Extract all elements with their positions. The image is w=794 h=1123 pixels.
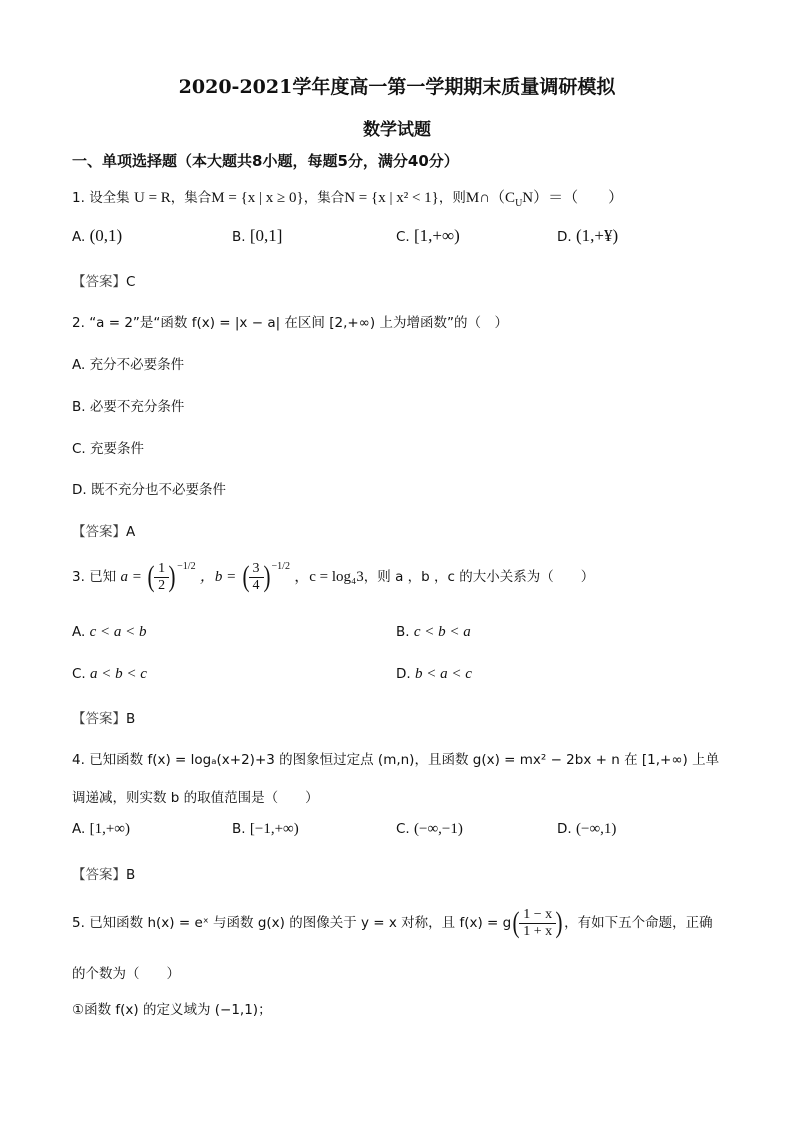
- math-expression: M = {x | x ≥ 0}: [211, 190, 304, 206]
- option-label: D.: [557, 229, 572, 245]
- question-text: “a = 2”是“函数 f(x) = |x − a| 在区间 [2,+∞) 上为增函数”的（ ）: [89, 315, 508, 331]
- option-label: A.: [72, 357, 86, 373]
- option-label: D.: [557, 821, 572, 837]
- option-label: D.: [396, 666, 411, 682]
- proposition-text: ①函数 f(x) 的定义域为 (−1,1)；: [72, 1002, 272, 1018]
- option-label: C.: [396, 229, 410, 245]
- option-label: A.: [72, 229, 86, 245]
- option-c: [72, 666, 147, 683]
- option-label: B.: [72, 399, 86, 415]
- question-2: [72, 311, 508, 331]
- answer-value: A: [126, 524, 136, 540]
- math-expression: ，c = log₄3: [294, 569, 364, 585]
- answer: [72, 270, 135, 290]
- option-value: c < b < a: [413, 624, 471, 640]
- option-value: [−1,+∞): [249, 821, 299, 837]
- math-expression: ，b =: [199, 569, 237, 585]
- question-text: 设全集: [89, 190, 130, 206]
- answer-value: B: [126, 867, 136, 883]
- option-value: c < a < b: [89, 624, 147, 640]
- question-3: 3. 已知 a = ( $\frac{1}{2}$ ) $^{-1/2}$ ，b = ( $\frac{3}{4}$ ) $^{-1/2}$ ，c = log₄3，则 a ，b ，c 的大小关系为（ ）: [72, 560, 595, 593]
- option-value: 充要条件: [90, 441, 145, 457]
- option-label: C.: [72, 441, 86, 457]
- option-value: (1,+¥): [575, 226, 619, 245]
- question-number: 3.: [72, 569, 85, 585]
- answer: [72, 863, 135, 883]
- answer-value: B: [126, 711, 136, 727]
- answer-label: 【答案】: [72, 274, 126, 290]
- question-text: 已知函数 f(x) = logₐ(x+2)+3 的图象恒过定点 (m,n)，且函数 g(x) = mx² − 2bx + n 在 [1,+∞) 上单: [89, 752, 720, 768]
- question-text: 已知函数 h(x) = eˣ 与函数 g(x) 的图像关于 y = x 对称，且 f(x) = g: [89, 915, 512, 931]
- option-value: (0,1): [89, 226, 123, 245]
- option-d: [72, 478, 226, 498]
- option-d: [557, 821, 616, 838]
- math-expression: M∩（C: [465, 190, 516, 206]
- question-4: [72, 748, 719, 768]
- option-a: [72, 353, 184, 373]
- option-value: [0,1]: [249, 226, 283, 245]
- option-value: (−∞,1): [575, 821, 617, 837]
- option-b: [396, 624, 471, 641]
- fraction: $\frac{3}{4}$: [251, 561, 262, 594]
- math-expression: N = {x | x² < 1}: [344, 190, 439, 206]
- question-text: 的个数为（ ）: [72, 966, 180, 982]
- option-label: C.: [396, 821, 410, 837]
- option-b: [232, 226, 282, 246]
- option-b: [72, 395, 184, 415]
- option-label: D.: [72, 482, 87, 498]
- page-subtitle: 数学试题: [363, 120, 431, 140]
- math-expression: N）＝（ ）: [522, 190, 624, 206]
- option-c: [72, 437, 144, 457]
- option-label: A.: [72, 624, 86, 640]
- proposition-1: [72, 998, 272, 1018]
- option-d: [557, 226, 618, 246]
- option-value: [1,+∞): [89, 821, 130, 837]
- option-value: 充分不必要条件: [89, 357, 185, 373]
- answer: [72, 520, 135, 540]
- option-value: 必要不充分条件: [89, 399, 185, 415]
- page-title: 2020-2021学年度高一第一学期期末质量调研模拟: [178, 76, 616, 98]
- math-subscript: U: [515, 198, 523, 209]
- option-label: B.: [396, 624, 410, 640]
- question-number: 4.: [72, 752, 85, 768]
- answer-label: 【答案】: [72, 867, 126, 883]
- option-value: (−∞,−1): [414, 821, 463, 837]
- option-value: 既不充分也不必要条件: [90, 482, 226, 498]
- question-1: [72, 186, 623, 209]
- option-a: [72, 226, 122, 246]
- option-label: B.: [232, 229, 246, 245]
- math-exponent: −1/2: [271, 561, 290, 572]
- option-value: a < b < c: [90, 666, 147, 682]
- fraction: $\frac{1 - x}{1 + x}$: [521, 907, 554, 940]
- option-a: [72, 821, 130, 838]
- question-text: ，则 a ，b ，c 的大小关系为（ ）: [363, 569, 595, 585]
- fraction: $\frac{1}{2}$: [156, 561, 167, 594]
- question-5-continued: [72, 962, 180, 982]
- answer: [72, 707, 135, 727]
- question-text: 调递减，则实数 b 的取值范围是（ ）: [72, 790, 319, 806]
- question-4-continued: [72, 786, 319, 806]
- option-label: A.: [72, 821, 86, 837]
- question-text: 已知: [89, 569, 117, 585]
- question-number: 2.: [72, 315, 85, 331]
- option-value: [1,+∞): [414, 226, 460, 245]
- option-c: [396, 821, 463, 838]
- option-a: [72, 624, 147, 641]
- question-text: ，集合: [170, 190, 212, 206]
- option-b: [232, 821, 299, 838]
- question-5: 5. 已知函数 h(x) = eˣ 与函数 g(x) 的图像关于 y = x 对称，且 f(x) = g( $\frac{1 - x}{1 + x}$ ) ，有如下五个命题，正确: [72, 906, 713, 939]
- math-expression: a =: [120, 569, 142, 585]
- question-text: ，集合: [303, 190, 345, 206]
- option-label: B.: [232, 821, 246, 837]
- option-value: b < a < c: [414, 666, 472, 682]
- math-expression: U = R: [133, 190, 171, 206]
- question-number: 1.: [72, 190, 85, 206]
- answer-label: 【答案】: [72, 711, 126, 727]
- question-text: ，则: [438, 190, 466, 206]
- option-c: [396, 226, 460, 246]
- answer-label: 【答案】: [72, 524, 126, 540]
- answer-value: C: [126, 274, 136, 290]
- question-text: ，有如下五个命题，正确: [564, 915, 713, 931]
- option-label: C.: [72, 666, 86, 682]
- math-exponent: −1/2: [177, 561, 196, 572]
- option-d: [396, 666, 472, 683]
- question-number: 5.: [72, 915, 85, 931]
- section-heading: 一、单项选择题（本大题共8小题，每题5分，满分40分）: [72, 152, 459, 170]
